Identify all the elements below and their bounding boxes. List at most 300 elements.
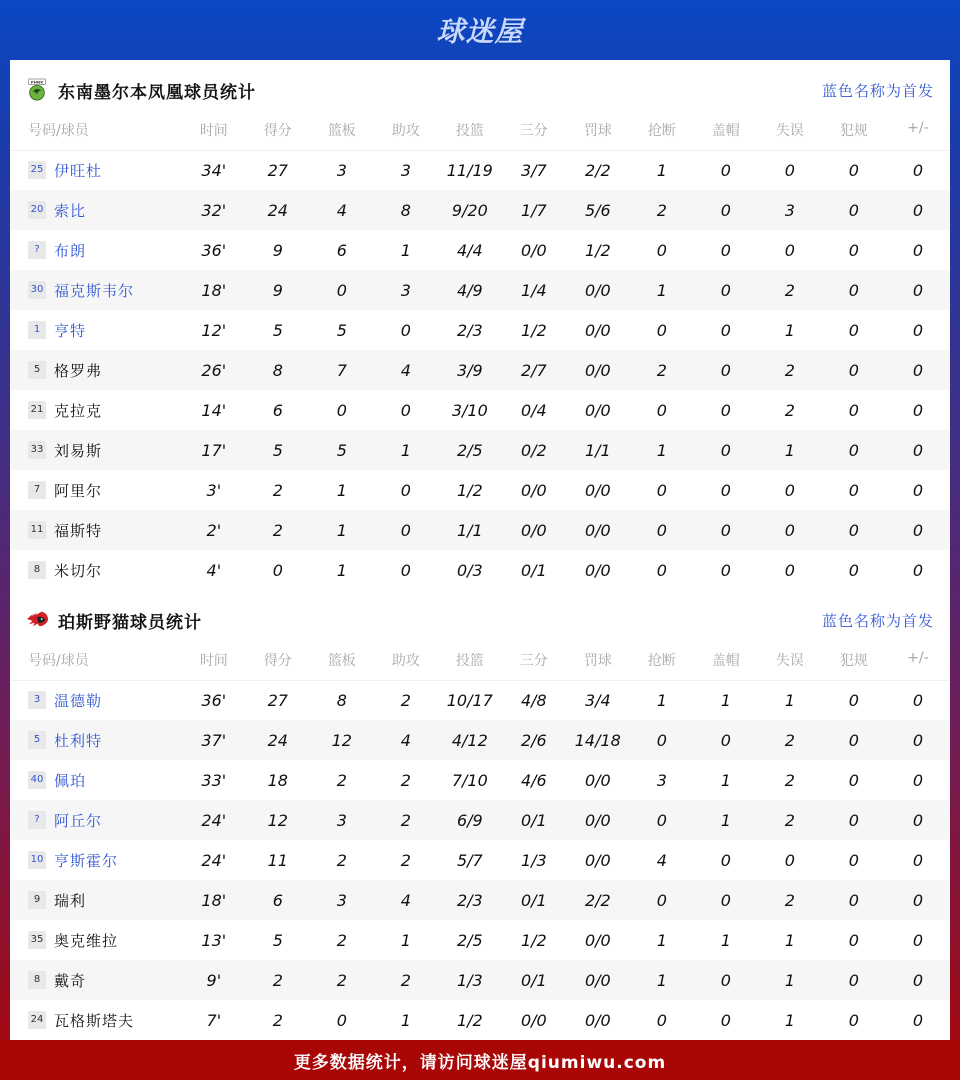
stat-cell: 1 — [720, 770, 731, 790]
stat-cell: 18' — [182, 880, 246, 920]
stat-cell: 0 — [912, 160, 923, 180]
player-cell — [10, 550, 182, 590]
stat-cell: 1/2 — [456, 480, 483, 500]
player-cell — [10, 350, 182, 390]
player-cell — [10, 920, 182, 960]
column-header: 三分 — [502, 650, 566, 680]
stat-cell: 0 — [400, 480, 411, 500]
player-cell — [10, 310, 182, 350]
stat-cell: 2 — [246, 510, 310, 550]
player-name[interactable]: 瑞利 — [54, 891, 87, 910]
player-name[interactable]: 杜利特 — [54, 731, 103, 750]
stat-cell: 2/7 — [502, 350, 566, 390]
stat-cell: 0/0 — [520, 240, 547, 260]
stat-cell: 0/0 — [566, 960, 630, 1000]
jersey-number-icon: 8 — [28, 561, 46, 579]
stat-cell: 0/0 — [584, 850, 611, 870]
stat-cell: 0/0 — [520, 480, 547, 500]
stat-cell: 0 — [912, 400, 923, 420]
stat-cell: 0 — [630, 720, 694, 760]
stat-cell: 4/6 — [520, 770, 547, 790]
stat-cell: 4/4 — [456, 240, 483, 260]
player-name[interactable]: 阿丘尔 — [54, 811, 103, 830]
stat-cell: 4/8 — [520, 690, 547, 710]
stat-cell: 9' — [182, 960, 246, 1000]
stat-cell: 2/3 — [456, 320, 483, 340]
stat-cell: 2 — [758, 720, 822, 760]
stat-cell: 0 — [848, 690, 859, 710]
stat-cell: 0 — [694, 880, 758, 920]
footer-banner — [0, 1040, 960, 1080]
stat-cell: 3 — [336, 160, 347, 180]
column-header: 犯规 — [822, 650, 886, 680]
stat-cell: 12' — [201, 320, 227, 340]
stat-cell: 0 — [630, 510, 694, 550]
stat-cell: 0 — [822, 430, 886, 470]
stat-cell: 2/3 — [438, 880, 502, 920]
stat-cell: 32' — [182, 190, 246, 230]
stat-cell: 14' — [201, 400, 227, 420]
player-cell — [10, 760, 182, 800]
jersey-number-icon: ? — [28, 811, 46, 829]
stat-cell: 0 — [886, 510, 950, 550]
stat-cell: 0 — [272, 560, 283, 580]
stat-cell: 0/0 — [566, 350, 630, 390]
player-name[interactable]: 刘易斯 — [54, 441, 103, 460]
table-row[interactable] — [10, 1000, 950, 1040]
stat-cell: 2 — [374, 960, 438, 1000]
stat-cell: 0 — [400, 560, 411, 580]
stat-cell: 5 — [246, 430, 310, 470]
stat-cell: 36' — [201, 690, 227, 710]
stat-cell: 1 — [720, 690, 731, 710]
stat-cell: 3 — [400, 160, 411, 180]
stat-cell: 0 — [310, 270, 374, 310]
stat-cell: 0 — [822, 510, 886, 550]
jersey-number-icon: 25 — [28, 161, 46, 179]
stat-cell: 1 — [400, 240, 411, 260]
stat-cell: 0/0 — [502, 510, 566, 550]
player-name[interactable]: 瓦格斯塔夫 — [54, 1011, 135, 1030]
stat-cell: 1/2 — [520, 930, 547, 950]
table-row[interactable] — [10, 270, 950, 310]
stat-cell: 2 — [336, 770, 347, 790]
column-header: 投篮 — [438, 120, 502, 150]
stat-cell: 1 — [784, 930, 795, 950]
stat-cell: 33' — [201, 770, 227, 790]
stat-cell: 6 — [336, 240, 347, 260]
jersey-number-icon: 35 — [28, 931, 46, 949]
column-header: +/- — [886, 120, 950, 150]
stat-cell: 34' — [201, 160, 227, 180]
stat-cell: 0 — [886, 350, 950, 390]
stat-cell: 0 — [694, 270, 758, 310]
stat-cell: 0 — [656, 560, 667, 580]
stat-cell: 3 — [374, 270, 438, 310]
stat-cell: 0 — [656, 320, 667, 340]
player-name[interactable]: 格罗弗 — [54, 361, 103, 380]
jersey-number-icon: 24 — [28, 1011, 46, 1029]
stat-cell: 1 — [400, 1010, 411, 1030]
jersey-number-icon: 11 — [28, 521, 46, 539]
stat-cell: 0 — [694, 510, 758, 550]
player-name[interactable]: 温德勒 — [54, 691, 103, 710]
stat-cell: 0/1 — [520, 560, 547, 580]
stat-cell: 1 — [336, 480, 347, 500]
stat-cell: 0 — [822, 720, 886, 760]
table-row[interactable] — [10, 150, 950, 190]
stat-cell: 0 — [822, 270, 886, 310]
stat-cell: 0 — [848, 240, 859, 260]
player-cell — [10, 800, 182, 840]
stat-cell: 0 — [720, 400, 731, 420]
stat-cell: 0/0 — [566, 510, 630, 550]
table-row[interactable] — [10, 800, 950, 840]
stat-cell: 0 — [694, 430, 758, 470]
stat-cell: 0 — [822, 800, 886, 840]
stat-cell: 1 — [630, 960, 694, 1000]
phoenix-logo-icon — [26, 78, 50, 102]
stat-cell: 0/0 — [584, 480, 611, 500]
wildcat-logo-icon — [26, 608, 50, 632]
stat-cell: 13' — [201, 930, 227, 950]
jersey-number-icon: 10 — [28, 851, 46, 869]
stat-cell: 24' — [182, 800, 246, 840]
site-logo: 球迷屋 — [436, 15, 524, 48]
stat-cell: 0 — [912, 690, 923, 710]
stat-cell: 4 — [374, 880, 438, 920]
stat-cell: 1/2 — [520, 320, 547, 340]
stat-cell: 2 — [272, 480, 283, 500]
column-header: 时间 — [182, 650, 246, 680]
stat-cell: 0/0 — [584, 930, 611, 950]
stat-cell: 1/4 — [502, 270, 566, 310]
stat-cell: 0 — [720, 560, 731, 580]
player-name[interactable]: 佩珀 — [54, 771, 87, 790]
player-stats-table — [10, 650, 950, 1040]
stat-cell: 3' — [206, 480, 222, 500]
stat-cell: 7/10 — [451, 770, 488, 790]
player-name[interactable]: 福斯特 — [54, 521, 103, 540]
stat-cell: 2 — [784, 400, 795, 420]
stat-cell: 24 — [246, 720, 310, 760]
table-header-row — [10, 650, 950, 680]
stat-cell: 0 — [886, 960, 950, 1000]
stat-cell: 0 — [912, 1010, 923, 1030]
stat-cell: 1 — [758, 960, 822, 1000]
stat-cell: 8 — [374, 190, 438, 230]
stat-cell: 0 — [720, 1010, 731, 1030]
stat-cell: 9 — [272, 240, 283, 260]
column-header: 号码/球员 — [10, 650, 182, 680]
stat-cell: 2 — [374, 800, 438, 840]
table-row[interactable] — [10, 470, 950, 510]
jersey-number-icon: 8 — [28, 971, 46, 989]
stat-cell: 10/17 — [446, 690, 493, 710]
stat-cell: 0 — [886, 800, 950, 840]
stat-cell: 0 — [886, 720, 950, 760]
table-row[interactable] — [10, 920, 950, 960]
player-name[interactable]: 索比 — [54, 201, 87, 220]
table-row[interactable] — [10, 960, 950, 1000]
stat-cell: 2 — [272, 1010, 283, 1030]
stat-cell: 0 — [848, 560, 859, 580]
stat-cell: 2 — [336, 850, 347, 870]
stat-cell: 0 — [848, 320, 859, 340]
stat-cell: 5 — [272, 930, 283, 950]
stat-cell: 5 — [272, 320, 283, 340]
stat-cell: 0 — [656, 1010, 667, 1030]
stat-cell: 0 — [822, 190, 886, 230]
stat-cell: 2 — [246, 960, 310, 1000]
stat-cell: 0/4 — [520, 400, 547, 420]
stat-cell: 0 — [822, 960, 886, 1000]
stat-cell: 1 — [336, 560, 347, 580]
jersey-number-icon: 1 — [28, 321, 46, 339]
table-row[interactable] — [10, 430, 950, 470]
stat-cell: 2 — [758, 800, 822, 840]
stat-cell: 0 — [912, 240, 923, 260]
column-header: 得分 — [246, 650, 310, 680]
stat-cell: 1/1 — [566, 430, 630, 470]
column-header: 失误 — [758, 650, 822, 680]
stat-cell: 1 — [720, 930, 731, 950]
stat-cell: 3/9 — [438, 350, 502, 390]
column-header: 助攻 — [374, 120, 438, 150]
stat-cell: 24 — [246, 190, 310, 230]
stat-cell: 0 — [848, 930, 859, 950]
stat-cell: 4 — [374, 350, 438, 390]
stat-cell: 4 — [374, 720, 438, 760]
player-cell — [10, 470, 182, 510]
player-cell — [10, 960, 182, 1000]
table-row[interactable] — [10, 310, 950, 350]
top-banner — [0, 0, 960, 60]
stat-cell: 0 — [912, 560, 923, 580]
stat-cell: 1/7 — [502, 190, 566, 230]
column-header: 助攻 — [374, 650, 438, 680]
jersey-number-icon: 3 — [28, 691, 46, 709]
stat-cell: 0 — [886, 430, 950, 470]
stat-cell: 0 — [912, 850, 923, 870]
column-header: +/- — [886, 650, 950, 680]
jersey-number-icon: 9 — [28, 891, 46, 909]
stat-cell: 12 — [310, 720, 374, 760]
stat-cell: 2' — [182, 510, 246, 550]
team-header — [10, 60, 950, 120]
column-header: 抢断 — [630, 650, 694, 680]
stat-cell: 0/0 — [584, 770, 611, 790]
stat-cell: 0 — [848, 1010, 859, 1030]
stat-cell: 3/10 — [451, 400, 488, 420]
stat-cell: 24' — [201, 850, 227, 870]
stat-cell: 3 — [310, 880, 374, 920]
footer-text[interactable]: 更多数据统计，请访问球迷屋qiumiwu.com — [293, 1052, 667, 1073]
stat-cell: 0/1 — [502, 960, 566, 1000]
team-title — [26, 608, 202, 633]
table-row[interactable] — [10, 680, 950, 720]
player-name[interactable]: 戴奇 — [54, 971, 87, 990]
stat-cell: 12 — [246, 800, 310, 840]
column-header: 号码/球员 — [10, 120, 182, 150]
stat-cell: 0 — [886, 880, 950, 920]
stat-cell: 1 — [310, 510, 374, 550]
stat-cell: 0 — [758, 510, 822, 550]
player-cell — [10, 680, 182, 720]
table-row[interactable] — [10, 840, 950, 880]
player-cell — [10, 190, 182, 230]
table-row[interactable] — [10, 190, 950, 230]
stat-cell: 0 — [848, 480, 859, 500]
stat-cell: 0/0 — [566, 270, 630, 310]
stat-cell: 2 — [758, 270, 822, 310]
stat-cell: 14/18 — [566, 720, 630, 760]
player-name[interactable]: 福克斯韦尔 — [54, 281, 135, 300]
starter-legend-note: 蓝色名称为首发 — [821, 611, 934, 630]
stat-cell: 5 — [310, 430, 374, 470]
stat-cell: 2 — [758, 880, 822, 920]
player-cell — [10, 510, 182, 550]
table-row[interactable] — [10, 350, 950, 390]
stat-cell: 0 — [848, 850, 859, 870]
stat-cell: 0 — [720, 240, 731, 260]
stat-cell: 6 — [246, 880, 310, 920]
stat-cell: 2 — [784, 770, 795, 790]
stat-cell: 5/7 — [456, 850, 483, 870]
table-row[interactable] — [10, 510, 950, 550]
stat-cell: 0 — [912, 930, 923, 950]
stat-cell: 26' — [182, 350, 246, 390]
stat-cell: 27 — [267, 690, 288, 710]
stat-cell: 3/4 — [584, 690, 611, 710]
stat-cell: 0 — [694, 190, 758, 230]
jersey-number-icon: 40 — [28, 771, 46, 789]
team-header — [10, 590, 950, 650]
stat-cell: 0/1 — [502, 880, 566, 920]
player-cell — [10, 390, 182, 430]
stat-cell: 0 — [694, 350, 758, 390]
player-name[interactable]: 布朗 — [54, 241, 87, 260]
stat-cell: 2/5 — [456, 930, 483, 950]
stat-cell: 2 — [400, 690, 411, 710]
stat-cell: 0/0 — [520, 1010, 547, 1030]
stat-cell: 0 — [912, 770, 923, 790]
stat-cell: 2 — [630, 350, 694, 390]
stat-cell: 0 — [720, 480, 731, 500]
stat-cell: 0 — [720, 160, 731, 180]
stat-cell: 36' — [201, 240, 227, 260]
stat-cell: 0 — [848, 400, 859, 420]
stat-cell: 1 — [400, 930, 411, 950]
stat-cell: 0 — [400, 320, 411, 340]
stat-cell: 4 — [310, 190, 374, 230]
stats-card — [10, 60, 950, 1040]
stat-cell: 1 — [694, 800, 758, 840]
stat-cell: 2/6 — [502, 720, 566, 760]
stat-cell: 1/2 — [584, 240, 611, 260]
player-stats-table — [10, 120, 950, 590]
stat-cell: 0 — [656, 400, 667, 420]
stat-cell: 3 — [656, 770, 667, 790]
jersey-number-icon: 5 — [28, 361, 46, 379]
column-header: 盖帽 — [694, 650, 758, 680]
stat-cell: 1 — [784, 690, 795, 710]
player-cell — [10, 880, 182, 920]
player-name[interactable]: 奥克维拉 — [54, 931, 119, 950]
stat-cell: 0 — [784, 240, 795, 260]
jersey-number-icon: 5 — [28, 731, 46, 749]
table-row[interactable] — [10, 880, 950, 920]
column-header: 时间 — [182, 120, 246, 150]
stat-cell: 0 — [822, 350, 886, 390]
stat-cell: 1/1 — [438, 510, 502, 550]
stat-cell: 1/2 — [456, 1010, 483, 1030]
column-header: 三分 — [502, 120, 566, 150]
stat-cell: 1 — [374, 430, 438, 470]
player-cell — [10, 430, 182, 470]
player-name[interactable]: 伊旺杜 — [54, 161, 103, 180]
player-name[interactable]: 米切尔 — [54, 561, 103, 580]
stat-cell: 7' — [206, 1010, 222, 1030]
stat-cell: 6/9 — [438, 800, 502, 840]
stat-cell: 9/20 — [438, 190, 502, 230]
stat-cell: 3 — [758, 190, 822, 230]
stat-cell: 0 — [912, 480, 923, 500]
stat-cell: 0/0 — [566, 800, 630, 840]
stat-cell: 27 — [267, 160, 288, 180]
stat-cell: 4' — [206, 560, 222, 580]
stat-cell: 0 — [694, 720, 758, 760]
player-name[interactable]: 克拉克 — [54, 401, 103, 420]
svg-text:PHNX: PHNX — [30, 79, 44, 85]
player-name[interactable]: 亨特 — [54, 321, 87, 340]
player-name[interactable]: 亨斯霍尔 — [54, 851, 119, 870]
stat-cell: 0 — [720, 850, 731, 870]
stat-cell: 0 — [400, 400, 411, 420]
stat-cell: 0 — [336, 400, 347, 420]
stat-cell: 0 — [630, 800, 694, 840]
column-header: 盖帽 — [694, 120, 758, 150]
stat-cell: 1 — [630, 430, 694, 470]
table-row[interactable] — [10, 390, 950, 430]
player-name[interactable]: 阿里尔 — [54, 481, 103, 500]
column-header: 篮板 — [310, 650, 374, 680]
stat-cell: 2 — [310, 960, 374, 1000]
stat-cell: 0/2 — [502, 430, 566, 470]
table-row[interactable] — [10, 550, 950, 590]
stat-cell: 0 — [784, 480, 795, 500]
stat-cell: 0 — [630, 880, 694, 920]
stat-cell: 0 — [374, 510, 438, 550]
stat-cell: 1 — [630, 270, 694, 310]
stat-cell: 0 — [656, 480, 667, 500]
table-row[interactable] — [10, 720, 950, 760]
player-cell — [10, 150, 182, 190]
table-row[interactable] — [10, 230, 950, 270]
stat-cell: 18 — [267, 770, 288, 790]
stat-cell: 0 — [886, 270, 950, 310]
table-row[interactable] — [10, 760, 950, 800]
column-header: 投篮 — [438, 650, 502, 680]
table-header-row — [10, 120, 950, 150]
stat-cell: 0/1 — [502, 800, 566, 840]
stat-cell: 2 — [400, 850, 411, 870]
column-header: 犯规 — [822, 120, 886, 150]
stat-cell: 17' — [182, 430, 246, 470]
team-section — [10, 590, 950, 1040]
stat-cell: 0 — [848, 770, 859, 790]
stat-cell: 2 — [630, 190, 694, 230]
